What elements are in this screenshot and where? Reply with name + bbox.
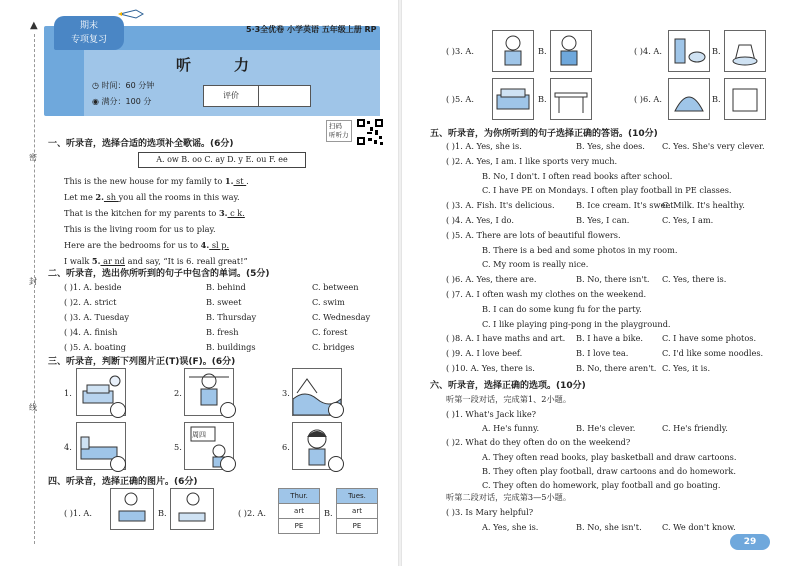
binding-mark-3: 线 xyxy=(29,403,37,412)
s4-q6-b: B. xyxy=(712,94,721,104)
s4-q6-a: ( )6. A. xyxy=(634,94,662,104)
s2-q2-b: B. sweet xyxy=(206,297,242,307)
s4-q1-b: B. xyxy=(158,508,167,518)
s2-q3-c: C. Wednesday xyxy=(312,312,371,322)
binding-mark-2: 封 xyxy=(29,277,37,286)
song-options-box: A. ow B. oo C. ay D. y E. ou F. ee xyxy=(138,152,306,168)
section-2-heading: 二、听录音，选出你所听到的句子中包含的单词。(5分) xyxy=(48,269,270,279)
song-line-5: Here are the bedrooms for us to 4. sl p. xyxy=(64,240,230,250)
s2-q4-a: ( )4. A. finish xyxy=(64,327,118,337)
sec5-row-9-col-1: C. My room is really nice. xyxy=(482,259,589,270)
sec5-row-13-col-1: C. I like playing ping-pong in the playground. xyxy=(482,318,671,329)
sec5-row-10-col-3: C. Yes, there is. xyxy=(662,274,727,285)
section-3-heading: 三、听录音，判断下列图片正(T)误(F)。(6分) xyxy=(48,357,236,367)
sec5-row-5-col-3: C. Milk. It's healthy. xyxy=(662,200,745,211)
s3-num-6: 6. xyxy=(282,442,290,452)
sec6b-row-2-col-1: A. Yes, she is. xyxy=(482,522,539,532)
sec5-row-6-col-3: C. Yes, I am. xyxy=(662,215,714,225)
sec5-row-16-col-1: ( )10. A. Yes, there is. xyxy=(446,363,535,373)
check-icon: ◉ xyxy=(92,97,99,106)
schedule-a-row-1: art xyxy=(279,504,320,519)
sec5-row-16-col-2: B. No, there aren't. xyxy=(576,363,657,373)
s4-q4-b: B. xyxy=(712,46,721,56)
s4-q1-a: ( )1. A. xyxy=(64,508,92,518)
sec6a-row-6-col-1: C. They often do homework, play football and go boating. xyxy=(482,480,721,490)
s4-q5-picture-a xyxy=(492,78,534,120)
s4-q4-picture-a xyxy=(668,30,710,72)
s4-q6-picture-a xyxy=(668,78,710,120)
evaluation-box xyxy=(203,85,311,107)
sec5-row-15-col-2: B. I love tea. xyxy=(576,348,629,359)
sec5-row-1-col-1: ( )1. A. Yes, she is. xyxy=(446,141,522,151)
sec6b-row-2-col-3: C. We don't know. xyxy=(662,522,736,532)
s4-q4-a: ( )4. A. xyxy=(634,46,662,56)
sec5-row-15-col-3: C. I'd like some noodles. xyxy=(662,348,764,359)
sec5-row-6-col-1: ( )4. A. Yes, I do. xyxy=(446,215,514,225)
song-line-4: This is the living room for us to play. xyxy=(64,224,216,234)
answer-circle-2[interactable] xyxy=(220,402,236,418)
s2-q2-c: C. swim xyxy=(312,297,345,307)
s2-q5-b: B. buildings xyxy=(206,342,256,352)
s3-num-4: 4. xyxy=(64,442,72,452)
section-6-sub-1: 听第一段对话，完成第1、2小题。 xyxy=(446,394,572,404)
s4-q2-a: ( )2. A. xyxy=(238,508,266,518)
board-label: 周四 xyxy=(192,431,206,439)
evaluation-label: 评价 xyxy=(204,86,259,106)
s3-num-1: 1. xyxy=(64,388,72,398)
s4-q3-picture-a xyxy=(492,30,534,72)
sec5-row-1-col-2: B. Yes, she does. xyxy=(576,141,645,151)
binding-line xyxy=(34,34,35,544)
schedule-a-head: Thur. xyxy=(279,489,320,504)
s2-q1-c: C. between xyxy=(312,282,359,292)
sec6a-row-2-col-2: B. He's clever. xyxy=(576,423,636,434)
section-4-heading: 四、听录音，选择正确的图片。(6分) xyxy=(48,477,198,487)
sec6a-row-2-col-1: A. He's funny. xyxy=(482,423,540,434)
song-line-6: I walk 5. ar nd and say, “It is 6. reall great!” xyxy=(64,256,248,266)
s2-q2-a: ( )2. A. strict xyxy=(64,297,117,307)
clock-icon: ◷ xyxy=(92,81,99,90)
right-page xyxy=(400,0,800,566)
rocket-icon xyxy=(118,8,144,20)
s4-q3-picture-b xyxy=(550,30,592,72)
sec5-row-15-col-1: ( )9. A. I love beef. xyxy=(446,348,523,359)
s2-q3-a: ( )3. A. Tuesday xyxy=(64,312,130,322)
sec5-row-5-col-2: B. Ice cream. It's sweet. xyxy=(576,200,677,211)
sec5-row-11-col-1: ( )7. A. I often wash my clothes on the weekend. xyxy=(446,289,647,299)
answer-circle-6[interactable] xyxy=(328,456,344,472)
s2-q4-b: B. fresh xyxy=(206,327,239,337)
sec6a-row-5-col-1: B. They often play football, draw cartoons and do homework. xyxy=(482,465,736,476)
section-6-heading: 六、听录音，选择正确的选项。(10分) xyxy=(430,381,586,391)
sec6b-row-2-col-2: B. No, she isn't. xyxy=(576,522,642,532)
s4-q5-b: B. xyxy=(538,94,547,104)
s2-q4-c: C. forest xyxy=(312,327,348,337)
sec5-row-10-col-1: ( )6. A. Yes, there are. xyxy=(446,274,537,285)
sec5-row-14-col-2: B. I have a bike. xyxy=(576,333,644,344)
sec5-row-8-col-1: B. There is a bed and some photos in my room. xyxy=(482,244,678,255)
song-line-3: That is the kitchen for my parents to 3. c k. xyxy=(64,208,245,218)
s4-q3-a: ( )3. A. xyxy=(446,46,474,56)
sec6a-row-3-col-1: ( )2. What do they often do on the weekend? xyxy=(446,437,631,448)
s3-num-5: 5. xyxy=(174,442,182,452)
s4-q4-picture-b xyxy=(724,30,766,72)
s2-q5-a: ( )5. A. boating xyxy=(64,342,126,352)
s4-q3-b: B. xyxy=(538,46,547,56)
answer-circle-5[interactable] xyxy=(220,456,236,472)
s3-num-2: 2. xyxy=(174,388,182,398)
schedule-table-b xyxy=(336,488,378,534)
sec5-row-7-col-1: ( )5. A. There are lots of beautiful flowers. xyxy=(446,229,621,240)
sec6b-row-1-col-1: ( )3. Is Mary helpful? xyxy=(446,507,534,517)
page-number: 29 xyxy=(730,534,770,550)
qr-code[interactable] xyxy=(356,118,384,146)
song-line-1: This is the new house for my family to 1. st . xyxy=(64,176,249,186)
sec6a-row-4-col-1: A. They often read books, play basketball and draw cartoons. xyxy=(482,451,737,462)
s2-q1-b: B. behind xyxy=(206,282,246,292)
binding-rocket-icon: ▲ xyxy=(30,20,38,31)
sec6a-row-2-col-3: C. He's friendly. xyxy=(662,423,728,434)
section-5-heading: 五、听录音，为你所听到的句子选择正确的答语。(10分) xyxy=(430,129,658,139)
sec5-row-10-col-2: B. No, there isn't. xyxy=(576,274,650,285)
sec5-row-4-col-1: C. I have PE on Mondays. I often play football in PE classes. xyxy=(482,185,732,196)
sec5-row-16-col-3: C. Yes, it is. xyxy=(662,363,711,373)
sec5-row-14-col-3: C. I have some photos. xyxy=(662,333,757,344)
sec5-row-1-col-3: C. Yes. She's very clever. xyxy=(662,141,765,151)
schedule-b-row-2: PE xyxy=(337,519,378,534)
s4-q5-picture-b xyxy=(550,78,592,120)
answer-circle-3[interactable] xyxy=(328,402,344,418)
s4-q1-picture-a xyxy=(110,488,154,530)
sec6a-row-1-col-1: ( )1. What's Jack like? xyxy=(446,409,537,419)
sec5-row-12-col-1: B. I can do some kung fu for the party. xyxy=(482,303,642,314)
scan-label: 扫码 听听力 xyxy=(326,120,352,142)
schedule-a-row-2: PE xyxy=(279,519,320,534)
sec5-row-2-col-1: ( )2. A. Yes, I am. I like sports very much. xyxy=(446,155,618,166)
sec5-row-14-col-1: ( )8. A. I have maths and art. xyxy=(446,333,566,344)
review-badge: 期末 专项复习 xyxy=(54,16,124,50)
s2-q5-c: C. bridges xyxy=(312,342,355,352)
s3-num-3: 3. xyxy=(282,388,290,398)
section-6-sub-2: 听第二段对话，完成第3—5小题。 xyxy=(446,492,572,502)
sec5-row-5-col-1: ( )3. A. Fish. It's delicious. xyxy=(446,200,555,211)
schedule-b-head: Tues. xyxy=(337,489,378,504)
s4-q2-b: B. xyxy=(324,508,333,518)
s4-q5-a: ( )5. A. xyxy=(446,94,474,104)
time-limit: ◷ 时间：60 分钟 xyxy=(92,81,155,90)
answer-circle-4[interactable] xyxy=(110,456,126,472)
s2-q1-a: ( )1. A. beside xyxy=(64,282,122,292)
sec5-row-6-col-2: B. Yes, I can. xyxy=(576,215,630,225)
book-series-title: 5·3全优卷 小学英语 五年级上册 RP xyxy=(246,25,377,34)
song-line-2: Let me 2. sh you all the rooms in this way. xyxy=(64,192,240,202)
section-1-heading: 一、听录音，选择合适的选项补全歌谣。(6分) xyxy=(48,139,234,149)
sec5-row-3-col-1: B. No, I don't. I often read books after school. xyxy=(482,170,673,181)
s4-q6-picture-b xyxy=(724,78,766,120)
full-score: ◉ 满分：100 分 xyxy=(92,97,152,106)
s2-q3-b: B. Thursday xyxy=(206,312,257,322)
s4-q1-picture-b xyxy=(170,488,214,530)
schedule-table-a xyxy=(278,488,320,534)
schedule-b-row-1: art xyxy=(337,504,378,519)
answer-circle-1[interactable] xyxy=(110,402,126,418)
binding-mark-1: 密 xyxy=(29,153,37,162)
page-title: 听 力 xyxy=(176,56,264,74)
